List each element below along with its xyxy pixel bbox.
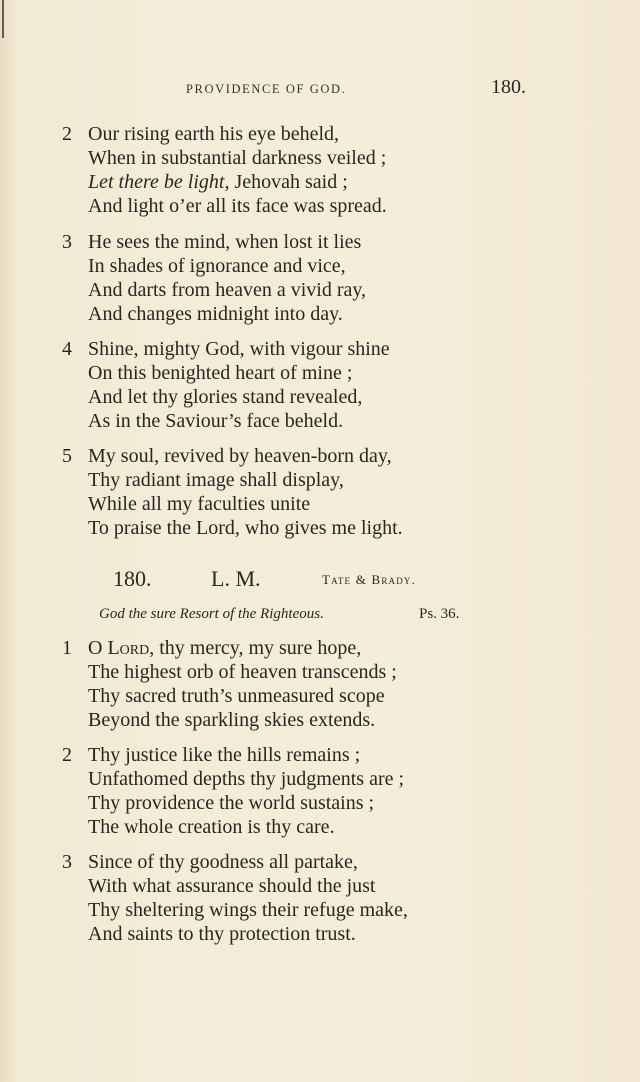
stanza-bottom-3 xyxy=(62,850,492,946)
stanza-line xyxy=(62,302,492,326)
line-text: And darts from heaven a vivid ray, xyxy=(88,279,367,301)
stanza-number: 2 xyxy=(62,744,72,766)
stanza-top-2 xyxy=(62,122,492,218)
line-text: Unfathomed depths thy judgments are ; xyxy=(88,768,405,790)
stanza-line xyxy=(62,146,492,170)
hymn-heading xyxy=(0,566,640,596)
line-text: When in substantial darkness veiled ; xyxy=(88,147,387,169)
line-text: Shine, mighty God, with vigour shine xyxy=(88,338,390,360)
page-number: 180. xyxy=(491,76,526,98)
line-text: thy mercy, my sure hope, xyxy=(159,637,362,659)
hymn-author: Tate & Brady. xyxy=(322,572,417,587)
running-head: PROVIDENCE OF GOD. xyxy=(186,82,347,96)
stanza-number: 1 xyxy=(62,637,72,659)
stanza-top-5 xyxy=(62,444,492,540)
line-text: And let thy glories stand revealed, xyxy=(88,386,363,408)
stanza-line xyxy=(62,254,492,278)
stanza-number: 5 xyxy=(62,445,72,467)
line-text: As in the Saviour’s face beheld. xyxy=(88,410,344,432)
line-text: In shades of ignorance and vice, xyxy=(88,255,346,277)
line-text: Beyond the sparkling skies extends. xyxy=(88,709,376,731)
stanza-line xyxy=(62,230,492,254)
line-text: To praise the Lord, who gives me light. xyxy=(88,517,403,539)
stanza-line xyxy=(62,850,492,874)
stanza-line xyxy=(62,791,492,815)
stanza-line xyxy=(62,743,492,767)
stanza-line xyxy=(62,492,492,516)
line-text: Thy justice like the hills remains ; xyxy=(88,744,361,766)
stanza-line xyxy=(62,516,492,540)
stanza-top-4 xyxy=(62,337,492,433)
stanza-bottom-1 xyxy=(62,636,492,732)
stanza-line xyxy=(62,815,492,839)
stanza-line xyxy=(62,684,492,708)
hymn-meter: L. M. xyxy=(211,566,261,591)
line-text: Thy sacred truth’s unmeasured scope xyxy=(88,685,385,707)
stanza-number: 3 xyxy=(62,231,72,253)
stanza-line xyxy=(62,337,492,361)
line-text: And light o’er all its face was spread. xyxy=(88,195,387,217)
stanza-line xyxy=(62,361,492,385)
stanza-number: 4 xyxy=(62,338,72,360)
stanza-line xyxy=(62,385,492,409)
stanza-line xyxy=(62,170,492,194)
stanza-line xyxy=(62,468,492,492)
line-text: Jehovah said ; xyxy=(234,171,348,193)
line-text: With what assurance should the just xyxy=(88,875,376,897)
line-text: Since of thy goodness all partake, xyxy=(88,851,358,873)
stanza-line xyxy=(62,708,492,732)
stanza-number: 2 xyxy=(62,123,72,145)
stanza-line xyxy=(62,874,492,898)
line-text: The whole creation is thy care. xyxy=(88,816,335,838)
stanza-line xyxy=(62,278,492,302)
line-text: Thy sheltering wings their refuge make, xyxy=(88,899,408,921)
first-word: O Lord, xyxy=(88,637,155,659)
line-text: Our rising earth his eye beheld, xyxy=(88,123,340,145)
stanza-line xyxy=(62,922,492,946)
line-text: On this benighted heart of mine ; xyxy=(88,362,353,384)
line-text: My soul, revived by heaven-born day, xyxy=(88,445,392,467)
line-text: He sees the mind, when lost it lies xyxy=(88,231,362,253)
stanza-line xyxy=(62,194,492,218)
line-text: And saints to thy protection trust. xyxy=(88,923,356,945)
hymn-title: God the sure Resort of the Righteous. xyxy=(99,606,324,622)
stanza-line xyxy=(62,636,492,660)
stanza-bottom-2 xyxy=(62,743,492,839)
hymn-subtitle xyxy=(99,606,460,623)
stanza-number: 3 xyxy=(62,851,72,873)
stanza-line xyxy=(62,444,492,468)
line-text: Thy providence the world sustains ; xyxy=(88,792,375,814)
line-text: The highest orb of heaven transcends ; xyxy=(88,661,397,683)
psalm-reference: Ps. 36. xyxy=(419,606,460,622)
line-text: While all my faculties unite xyxy=(88,493,311,515)
stanza-line xyxy=(62,767,492,791)
stanza-top-3 xyxy=(62,230,492,326)
hymn-number: 180. xyxy=(113,566,152,591)
stanza-line xyxy=(62,660,492,684)
stanza-line xyxy=(62,898,492,922)
page-edge-mark xyxy=(2,0,4,38)
stanza-line xyxy=(62,122,492,146)
page-header xyxy=(0,76,640,104)
line-text: And changes midnight into day. xyxy=(88,303,343,325)
italic-quote: Let there be light, xyxy=(88,171,230,193)
stanza-line xyxy=(62,409,492,433)
line-text: Thy radiant image shall display, xyxy=(88,469,344,491)
